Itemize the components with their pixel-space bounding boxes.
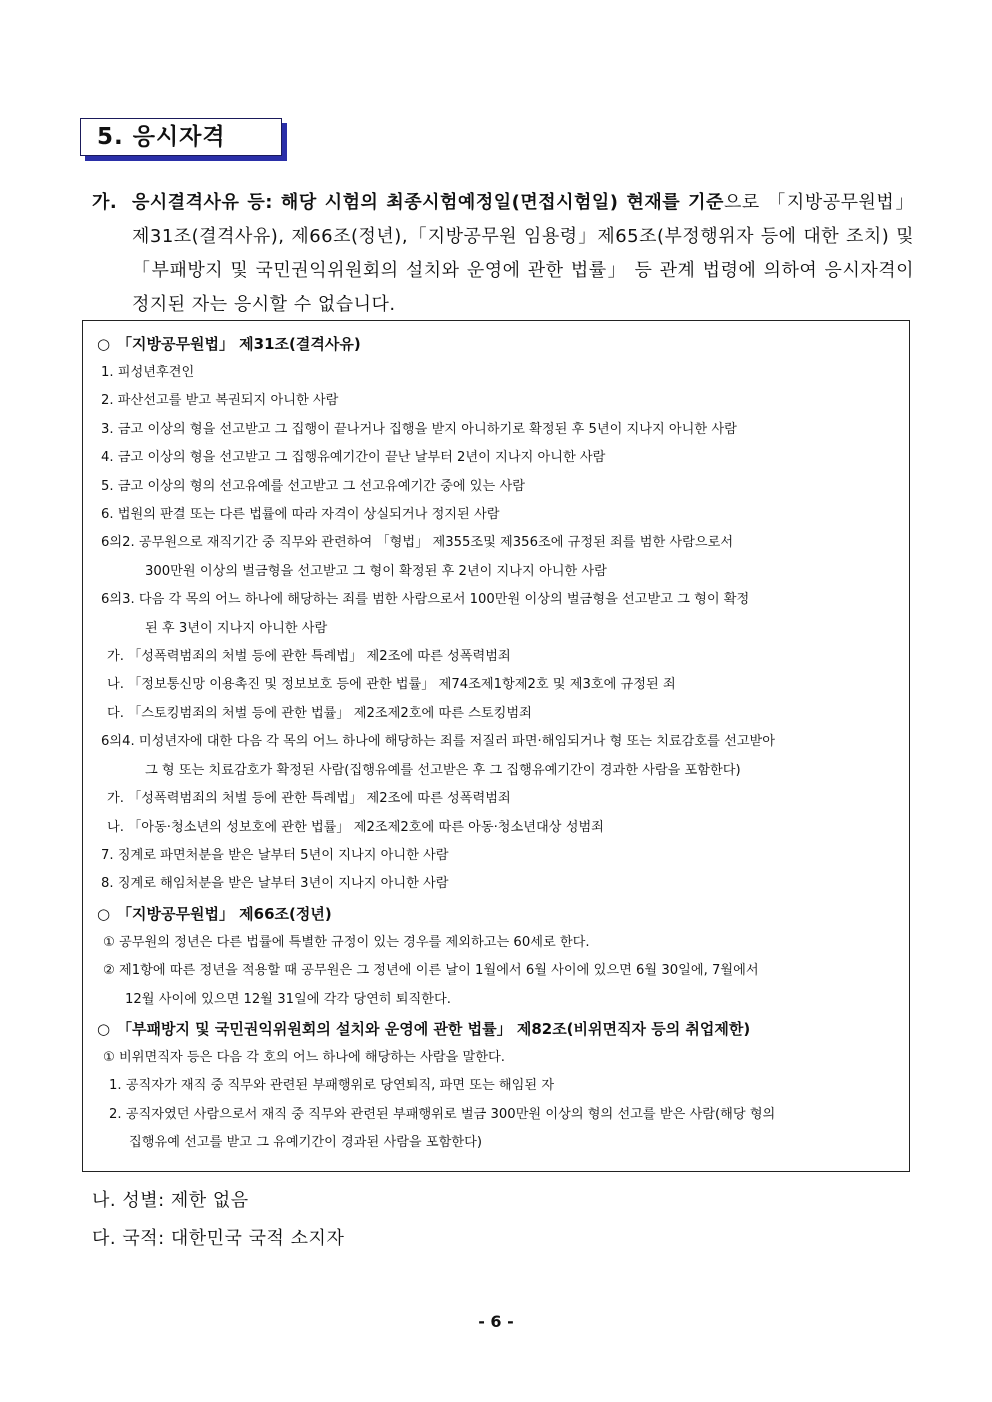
item-ga-paragraph <box>132 186 914 322</box>
bullet-circle-icon: ○ <box>97 1019 111 1038</box>
law-heading-text: 「지방공무원법」 제66조(정년) <box>117 904 332 923</box>
law-subitem: 다. 「스토킹범죄의 처벌 등에 관한 법률」 제2조제2호에 따른 스토킹범죄 <box>107 705 532 721</box>
law-line: 6의2. 공무원으로 재직기간 중 직무와 관련하여 「형법」 제355조및 제356조에 규정된 죄를 범한 사람으로서 <box>101 535 734 551</box>
law-line: 2. 공직자였던 사람으로서 재직 중 직무와 관련된 부패행위로 벌금 300만원 이상의 형의 선고를 받은 사람(해당 형의 <box>109 1106 776 1122</box>
eligibility-item-da: 다. 국적: 대한민국 국적 소지자 <box>92 1228 345 1249</box>
law-line: ① 공무원의 정년은 다른 법률에 특별한 규정이 있는 경우를 제외하고는 60세로 한다. <box>103 934 590 950</box>
law-subitem: 나. 「아동·청소년의 성보호에 관한 법률」 제2조제2호에 따른 아동·청소년대상 성범죄 <box>107 819 604 835</box>
law-heading-art82 <box>97 1014 905 1044</box>
law-line-continuation: 된 후 3년이 지나지 아니한 사람 <box>145 620 328 636</box>
law-line-continuation: 그 형 또는 치료감호가 확정된 사람(집행유예를 선고받은 후 그 집행유예기간이 경과한 사람을 포함한다) <box>145 762 741 778</box>
law-line-continuation: 12월 사이에 있으면 12월 31일에 각각 당연히 퇴직한다. <box>125 991 451 1007</box>
law-subitem: 가. 「성폭력범죄의 처벌 등에 관한 특례법」 제2조에 따른 성폭력범죄 <box>107 791 511 807</box>
law-line: ① 비위면직자 등은 다음 각 호의 어느 하나에 해당하는 사람을 말한다. <box>103 1049 505 1065</box>
law-line: 1. 공직자가 재직 중 직무와 관련된 부패행위로 당연퇴직, 파면 또는 해임된 자 <box>109 1078 555 1094</box>
bullet-circle-icon: ○ <box>97 904 111 923</box>
bullet-circle-icon: ○ <box>97 335 111 353</box>
law-line: 4. 금고 이상의 형을 선고받고 그 집행유예기간이 끝난 날부터 2년이 지나지 아니한 사람 <box>101 450 606 466</box>
law-line: 5. 금고 이상의 형의 선고유예를 선고받고 그 선고유예기간 중에 있는 사람 <box>101 478 525 494</box>
law-line: 8. 징계로 해임처분을 받은 날부터 3년이 지나지 아니한 사람 <box>101 876 449 892</box>
law-line-continuation: 300만원 이상의 벌금형을 선고받고 그 형이 확정된 후 2년이 지나지 아니한 사람 <box>145 563 607 579</box>
law-line: 3. 금고 이상의 형을 선고받고 그 집행이 끝나거나 집행을 받지 아니하기로 확정된 후 5년이 지나지 아니한 사람 <box>101 421 737 437</box>
law-heading-art31 <box>97 329 905 359</box>
law-heading-text: 「지방공무원법」 제31조(결격사유) <box>117 335 361 353</box>
law-line: 7. 징계로 파면처분을 받은 날부터 5년이 지나지 아니한 사람 <box>101 847 449 863</box>
law-heading-text: 「부패방지 및 국민권익위원회의 설치와 운영에 관한 법률」 제82조(비위면직자 등의 취업제한) <box>117 1019 751 1038</box>
law-line-continuation: 집행유예 선고를 받고 그 유예기간이 경과된 사람을 포함한다) <box>129 1135 482 1151</box>
eligibility-item-na: 나. 성별: 제한 없음 <box>92 1190 249 1211</box>
law-excerpt-box <box>82 320 910 1172</box>
law-line: 6. 법원의 판결 또는 다른 법률에 따라 자격이 상실되거나 정지된 사람 <box>101 507 500 523</box>
law-line: 1. 피성년후견인 <box>101 365 195 380</box>
law-line: ② 제1항에 따른 정년을 적용할 때 공무원은 그 정년에 이른 날이 1월에서 6월 사이에 있으면 6월 30일에, 7월에서 <box>103 963 759 979</box>
law-line: 2. 파산선고를 받고 복권되지 아니한 사람 <box>101 393 339 409</box>
law-subitem: 나. 「정보통신망 이용촉진 및 정보보호 등에 관한 법률」 제74조제1항제2호 및 제3호에 규정된 죄 <box>107 677 676 693</box>
item-marker: 가. <box>92 192 118 213</box>
eligibility-item-ga <box>92 186 914 322</box>
page-number: - 6 - <box>478 1312 514 1331</box>
law-line: 6의3. 다음 각 목의 어느 하나에 해당하는 죄를 범한 사람으로서 100만원 이상의 벌금형을 선고받고 그 형이 확정 <box>101 592 750 608</box>
law-heading-art66 <box>97 899 905 929</box>
law-line: 6의4. 미성년자에 대한 다음 각 목의 어느 하나에 해당하는 죄를 저질러 파면·해임되거나 형 또는 치료감호를 선고받아 <box>101 734 776 750</box>
item-ga-rest-text: 으로 「지방공무원법」제31조(결격사유), 제66조(정년),「지방공무원 임용령」제65조(부정행위자 등에 대한 조치) 및「부패방지 및 국민권익위원회의 설치와 운영에 관한 법률」 등 관계 법령에 의하여 응시자격이 정지된 자는 응시할 수 없습니다. <box>132 192 915 315</box>
item-ga-bold-text: 응시결격사유 등: 해당 시험의 최종시험예정일(면접시험일) 현재를 기준 <box>132 192 724 213</box>
law-subitem: 가. 「성폭력범죄의 처벌 등에 관한 특례법」 제2조에 따른 성폭력범죄 <box>107 649 511 665</box>
section-title: 5. 응시자격 <box>80 118 282 156</box>
